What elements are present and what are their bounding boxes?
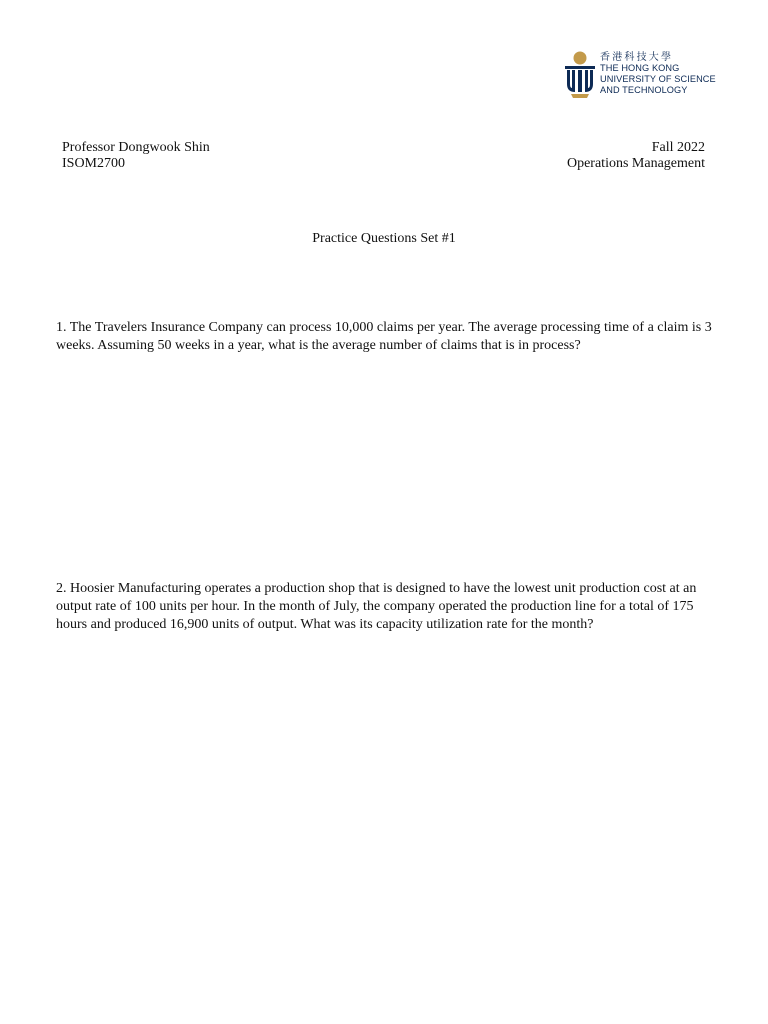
question-2: 2. Hoosier Manufacturing operates a production shop that is designed to have the lowest unit production cost at an output rate of 100 units per hour. In the month of July, the company operated the production line for a total of 175 hours and produced 16,900 units of output. What was its capacity utilization rate for the month? <box>56 581 697 632</box>
university-logo <box>563 50 723 100</box>
term: Fall 2022 <box>651 140 705 155</box>
university-name-line-1: THE HONG KONG <box>600 63 680 73</box>
university-name-line-2: UNIVERSITY OF SCIENCE <box>600 74 716 84</box>
professor-name: Professor Dongwook Shin <box>62 140 210 155</box>
document-title: Practice Questions Set #1 <box>312 231 456 246</box>
question-1: 1. The Travelers Insurance Company can process 10,000 claims per year. The average processing time of a claim is 3 weeks. Assuming 50 weeks in a year, what is the average number of claims that is in process? <box>56 320 712 353</box>
hkust-emblem-icon <box>563 50 597 100</box>
header-left <box>62 140 210 172</box>
course-name: Operations Management <box>566 156 705 171</box>
university-name <box>600 52 716 96</box>
university-name-line-3: AND TECHNOLOGY <box>600 85 688 95</box>
university-name-chinese: 香港科技大學 <box>600 52 674 63</box>
header-right <box>567 140 705 172</box>
course-code: ISOM2700 <box>62 156 126 171</box>
